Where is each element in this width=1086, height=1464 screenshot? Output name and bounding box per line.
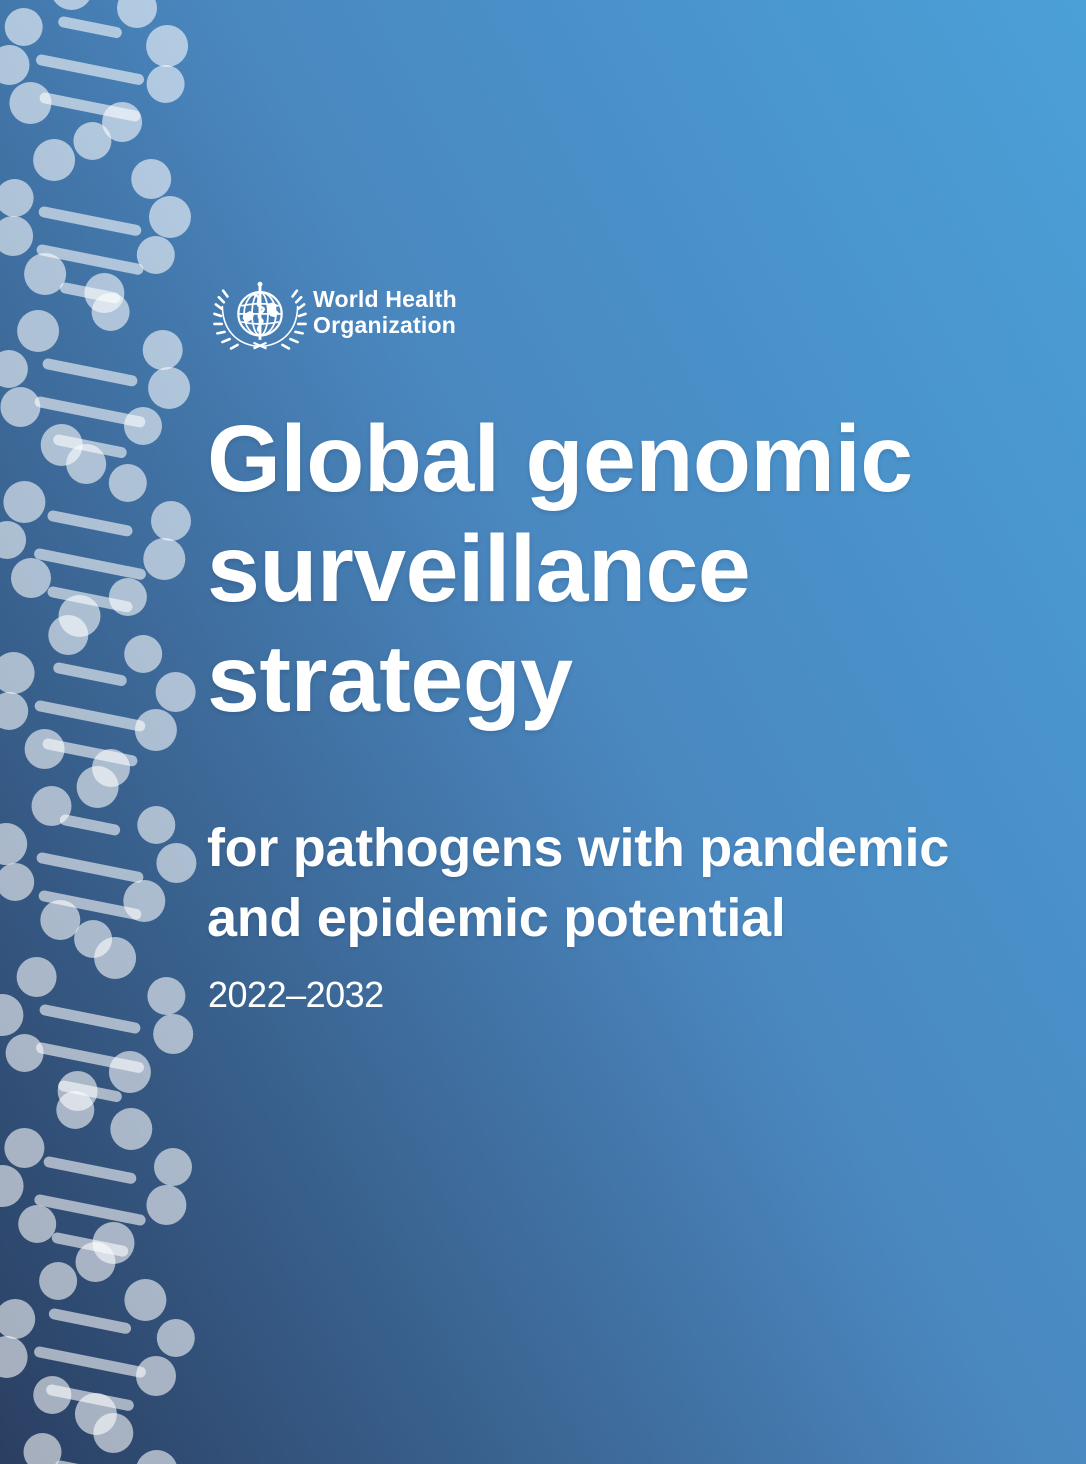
who-wordmark-line2: Organization [313,311,456,338]
dna-helix-icon [0,0,235,1464]
title-line-2: surveillance [207,516,751,623]
period-label: 2022–2032 [208,974,384,1015]
title-line-3: strategy [207,626,573,733]
who-logo [213,279,457,353]
who-emblem-icon [213,279,307,353]
who-wordmark-line1: World Health [313,286,457,312]
subtitle-line-2: and epidemic potential [207,888,786,949]
title-line-1: Global genomic [207,406,913,512]
who-wordmark [313,286,457,338]
document-title [207,404,913,735]
document-subtitle [207,813,949,953]
subtitle-line-1: for pathogens with pandemic [207,818,949,878]
